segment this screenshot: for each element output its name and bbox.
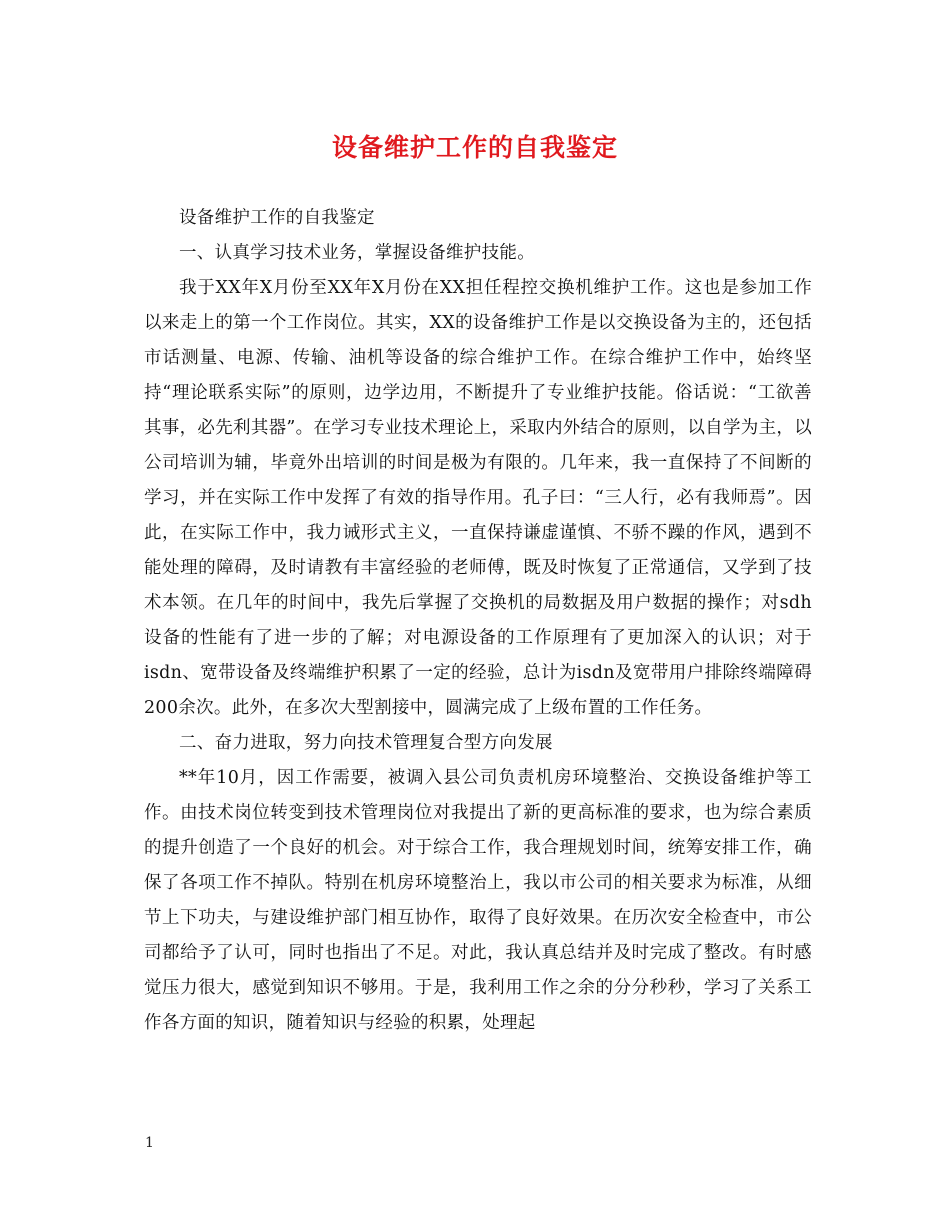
section-heading-2: 二、奋力进取，努力向技术管理复合型方向发展	[179, 733, 553, 753]
page-number: 1	[145, 1135, 154, 1151]
section-heading-1: 一、认真学习技术业务，掌握设备维护技能。	[179, 243, 535, 263]
document-body	[144, 201, 812, 1041]
paragraph-heading: 设备维护工作的自我鉴定	[179, 208, 375, 228]
paragraph-2: **年10月，因工作需要，被调入县公司负责机房环境整治、交换设备维护等工作。由技术岗位转变到技术管理岗位对我提出了新的更高标准的要求，也为综合素质的提升创造了一个良好的机会。对于综合工作，我合理规划时间，统筹安排工作，确保了各项工作不掉队。特别在机房环境整治上，我以市公司的相关要求为标准，从细节上下功夫，与建设维护部门相互协作，取得了良好效果。在历次安全检查中，市公司都给予了认可，同时也指出了不足。对此，我认真总结并及时完成了整改。有时感觉压力很大，感觉到知识不够用。于是，我利用工作之余的分分秒秒，学习了关系工作各方面的知识，随着知识与经验的积累，处理起	[144, 768, 812, 1033]
paragraph-1: 我于XX年X月份至XX年X月份在XX担任程控交换机维护工作。这也是参加工作以来走上的第一个工作岗位。其实，XX的设备维护工作是以交换设备为主的，还包括市话测量、电源、传输、油机等设备的综合维护工作。在综合维护工作中，始终坚持“理论联系实际”的原则，边学边用，不断提升了专业维护技能。俗话说：“工欲善其事，必先利其器”。在学习专业技术理论上，采取内外结合的原则，以自学为主，以公司培训为辅，毕竟外出培训的时间是极为有限的。几年来，我一直保持了不间断的学习，并在实际工作中发挥了有效的指导作用。孔子曰：“三人行，必有我师焉”。因此，在实际工作中，我力诫形式主义，一直保持谦虚谨慎、不骄不躁的作风，遇到不能处理的障碍，及时请教有丰富经验的老师傅，既及时恢复了正常通信，又学到了技术本领。在几年的时间中，我先后掌握了交换机的局数据及用户数据的操作；对sdh设备的性能有了进一步的了解；对电源设备的工作原理有了更加深入的认识；对于isdn、宽带设备及终端维护积累了一定的经验，总计为isdn及宽带用户排除终端障碍200余次。此外，在多次大型割接中，圆满完成了上级布置的工作任务。	[144, 278, 812, 718]
page-title: 设备维护工作的自我鉴定	[331, 133, 618, 162]
